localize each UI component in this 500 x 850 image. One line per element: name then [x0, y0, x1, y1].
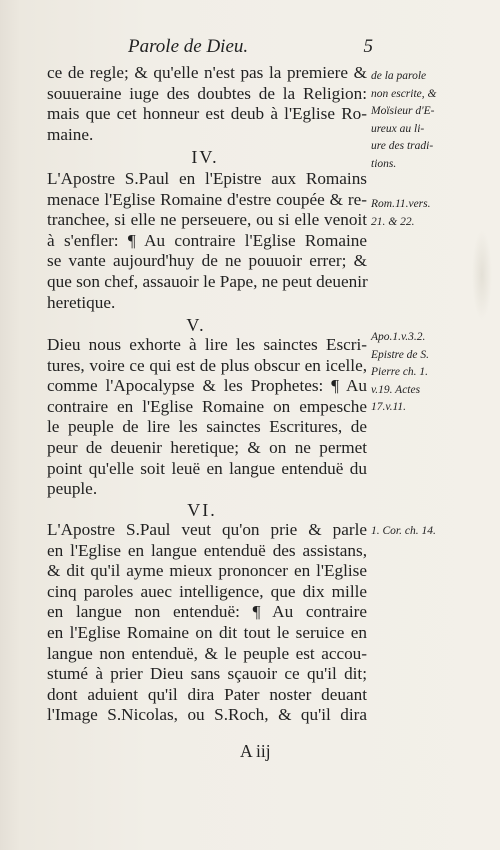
text-line: & dit qu'il ayme mieux prononcer en l'Eglise — [47, 561, 367, 581]
text-line: se vante aujourd'huy de ne pouuoir errer; & — [47, 251, 367, 271]
margin-note-line: Apo.1.v.3.2. — [371, 331, 426, 343]
text-line: menace l'Eglise Romaine d'estre coupée & re- — [47, 189, 367, 209]
margin-note-line: de la parole — [371, 70, 427, 82]
paragraph-intro-continuation — [47, 63, 367, 145]
page-stain — [472, 230, 492, 320]
margin-note-line: 21. & 22. — [371, 215, 415, 228]
text-line: contraire en l'Eglise Romaine on empesche — [47, 396, 367, 416]
margin-note-1 — [371, 68, 461, 173]
section-heading-vi: VI. — [187, 500, 217, 520]
text-line: tures, voire ce qui est de plus obscur en icelle, — [47, 355, 367, 375]
margin-note-line: v.19. Actes — [371, 383, 421, 396]
text-line: peur de deuenir heretique; & on ne permet — [47, 437, 367, 457]
margin-note-line: 1. Cor. ch. 14. — [371, 525, 436, 537]
running-head — [128, 36, 373, 58]
text-line: L'Apostre S.Paul en l'Epistre aux Romains — [47, 169, 367, 188]
text-line: L'Apostre S.Paul veut qu'on prie & parle — [47, 520, 367, 539]
text-line: en l'Eglise Romaine on dit tout le seruice en — [47, 622, 367, 642]
section-heading-v: V. — [186, 315, 206, 335]
text-line: point qu'elle soit leuë en langue entenduë du — [47, 458, 367, 478]
text-line: tranchee, si elle ne perseuere, ou si elle venoit — [47, 210, 367, 230]
margin-note-line: 17.v.11. — [371, 401, 407, 413]
text-line: mais que cet honneur est deub à l'Eglise Ro- — [47, 104, 367, 124]
margin-note-line: tions. — [371, 157, 397, 170]
margin-note-line: non escrite, & — [371, 87, 437, 100]
text-line: dont aduient qu'il dira Pater noster deuant — [47, 684, 367, 704]
text-line: peuple. — [47, 479, 98, 499]
text-line: langue non entenduë, & le peuple est accou- — [47, 643, 367, 663]
text-line: que son chef, assauoir le Pape, ne peut deuenir — [47, 271, 368, 291]
margin-note-line: Pierre ch. 1. — [371, 366, 429, 378]
paragraph-iv — [47, 169, 367, 313]
text-line: le peuple de lire les sainctes Escritures, de — [47, 417, 367, 437]
margin-note-4 — [371, 523, 461, 541]
text-line: en l'Eglise en langue entenduë des assistans, — [47, 540, 367, 560]
paragraph-v — [47, 335, 367, 500]
margin-note-line: Rom.11.vers. — [371, 198, 431, 210]
text-line: comme l'Apocalypse & les Prophetes: ¶ Au — [47, 376, 367, 396]
text-line: Dieu nous exhorte à lire les sainctes Escri- — [47, 335, 367, 354]
text-line: ce de regle; & qu'elle n'est pas la premiere & — [47, 63, 367, 82]
text-line: souueraine iuge des doubtes de la Religion: — [47, 83, 367, 103]
page-number: 5 — [363, 36, 373, 57]
text-line: l'Image S.Nicolas, ou S.Roch, & qu'il dira — [47, 705, 367, 725]
margin-note-line: Moïsieur d'E- — [371, 105, 435, 117]
text-line: à s'enfler: ¶ Au contraire l'Eglise Romaine — [47, 230, 367, 250]
margin-note-2 — [371, 196, 461, 231]
margin-note-line: Epistre de S. — [371, 348, 430, 361]
text-line: en langue non entenduë: ¶ Au contraire — [47, 602, 367, 622]
running-head-title: Parole de Dieu. — [128, 36, 249, 57]
margin-note-line: ure des tradi- — [371, 140, 434, 152]
margin-note-line: ureux au li- — [371, 122, 425, 135]
section-heading-iv: IV. — [191, 147, 219, 167]
text-line: maine. — [47, 124, 94, 144]
margin-note-3 — [371, 329, 461, 417]
text-line: stumé à prier Dieu sans sçauoir ce qu'il dit; — [47, 664, 367, 684]
text-line: cinq paroles auec intelligence, que dix mille — [47, 581, 367, 601]
text-line: heretique. — [47, 292, 116, 312]
signature-mark: A iij — [240, 741, 271, 761]
paragraph-vi — [47, 520, 367, 726]
